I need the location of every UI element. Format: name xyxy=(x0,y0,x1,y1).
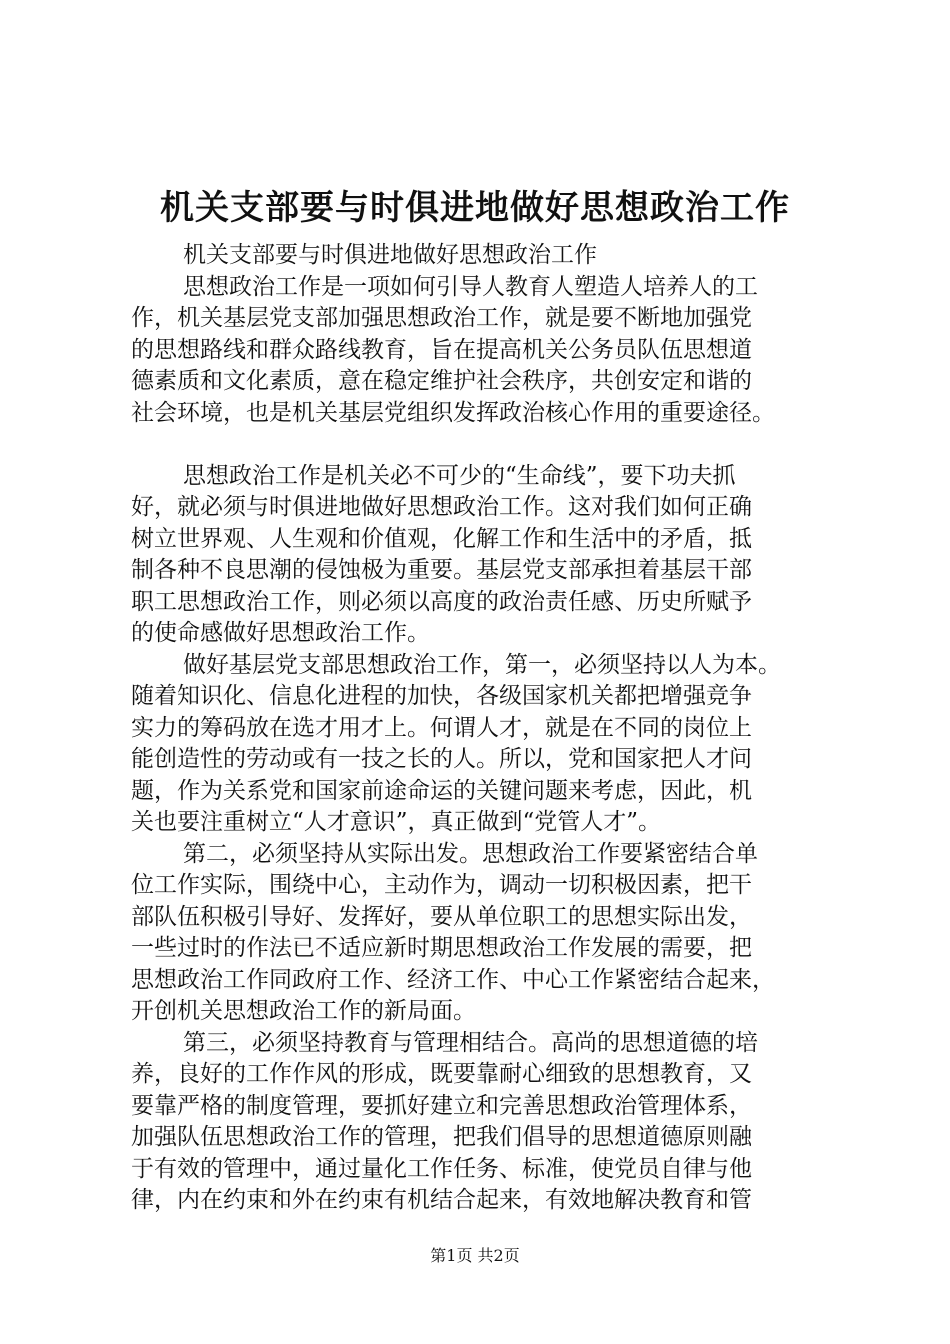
subtitle-line: 机关支部要与时俱进地做好思想政治工作 xyxy=(183,242,597,268)
paragraph-line: 第三，必须坚持教育与管理相结合。高尚的思想道德的培 xyxy=(183,1029,758,1056)
paragraph-line: 加强队伍思想政治工作的管理，把我们倡导的思想道德原则融 xyxy=(131,1124,752,1150)
paragraph-line: 题，作为关系党和国家前途命运的关键问题来考虑，因此，机 xyxy=(131,777,752,804)
paragraph-line: 思想政治工作是机关必不可少的“生命线”，要下功夫抓 xyxy=(183,462,736,489)
paragraph-line: 职工思想政治工作，则必须以高度的政治责任感、历史所赋予 xyxy=(131,588,752,615)
paragraph-line: 养，良好的工作作风的形成，既要靠耐心细致的思想教育，又 xyxy=(131,1061,752,1087)
paragraph-line: 的使命感做好思想政治工作。 xyxy=(131,620,430,646)
paragraph-line: 开创机关思想政治工作的新局面。 xyxy=(131,998,476,1024)
paragraph-line: 随着知识化、信息化进程的加快，各级国家机关都把增强竞争 xyxy=(131,683,752,709)
paragraph-line: 于有效的管理中，通过量化工作任务、标准，使党员自律与他 xyxy=(131,1155,752,1182)
document-body xyxy=(131,240,835,1217)
paragraph-line: 律，内在约束和外在约束有机结合起来，有效地解决教育和管 xyxy=(131,1187,752,1213)
blank-line xyxy=(131,429,835,461)
paragraph-line: 一些过时的作法已不适应新时期思想政治工作发展的需要，把 xyxy=(131,935,752,961)
paragraph-line: 第二，必须坚持从实际出发。思想政治工作要紧密结合单 xyxy=(183,840,758,867)
paragraph-line: 关也要注重树立“人才意识”，真正做到“党管人才”。 xyxy=(131,809,662,835)
paragraph-line: 思想政治工作是一项如何引导人教育人塑造人培养人的工 xyxy=(183,273,758,300)
document-title: 机关支部要与时俱进地做好思想政治工作 xyxy=(160,188,790,228)
paragraph-line: 好，就必须与时俱进地做好思想政治工作。这对我们如何正确 xyxy=(131,494,752,520)
paragraph-line: 社会环境，也是机关基层党组织发挥政治核心作用的重要途径。 xyxy=(131,399,775,426)
paragraph-line: 树立世界观、人生观和价值观，化解工作和生活中的矛盾，抵 xyxy=(131,525,752,552)
paragraph-line: 作，机关基层党支部加强思想政治工作，就是要不断地加强党 xyxy=(131,305,752,331)
paragraph-line: 德素质和文化素质，意在稳定维护社会秩序，共创安定和谐的 xyxy=(131,368,752,394)
paragraph-line: 思想政治工作同政府工作、经济工作、中心工作紧密结合起来， xyxy=(131,966,775,993)
paragraph-line: 做好基层党支部思想政治工作，第一，必须坚持以人为本。 xyxy=(183,651,781,678)
page-footer: 第1页 共2页 xyxy=(430,1246,520,1265)
paragraph-line: 要靠严格的制度管理，要抓好建立和完善思想政治管理体系， xyxy=(131,1092,752,1119)
paragraph-line: 能创造性的劳动或有一技之长的人。所以，党和国家把人才问 xyxy=(131,746,752,772)
paragraph-line: 实力的筹码放在选才用才上。何谓人才，就是在不同的岗位上 xyxy=(131,714,752,741)
paragraph-line: 的思想路线和群众路线教育，旨在提高机关公务员队伍思想道 xyxy=(131,336,752,363)
paragraph-line: 位工作实际，围绕中心，主动作为，调动一切积极因素，把干 xyxy=(131,872,752,898)
paragraph-line: 部队伍积极引导好、发挥好，要从单位职工的思想实际出发， xyxy=(131,903,752,930)
paragraph-line: 制各种不良思潮的侵蚀极为重要。基层党支部承担着基层干部 xyxy=(131,557,752,583)
